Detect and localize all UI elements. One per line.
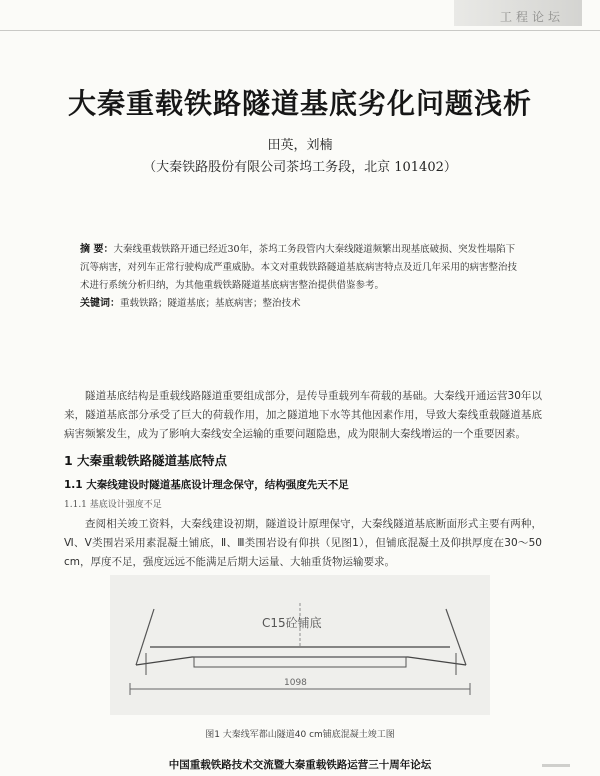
paper-title: 大秦重载铁路隧道基底劣化问题浅析 bbox=[67, 87, 532, 120]
keywords-line bbox=[80, 295, 520, 313]
figure-dimension-label: 1098 bbox=[284, 678, 307, 688]
figure-annotation: C15砼铺底 bbox=[262, 616, 322, 630]
keywords-label: 关键词： bbox=[80, 298, 120, 309]
intro-paragraph: 隧道基底结构是重载线路隧道重要组成部分，是传导重载列车荷载的基础。大秦线开通运营30年以来，隧道基底部分承受了巨大的荷载作用，加之隧道地下水等其他因素作用，导致大秦线重载隧道基底病害频繁发生，成为了影响大秦线安全运输的重要问题隐患，成为限制大秦线增运的一个重要因素。 bbox=[64, 390, 542, 440]
section-1-heading: 1 大秦重载铁路隧道基底特点 bbox=[64, 453, 228, 468]
abstract-block bbox=[80, 241, 520, 313]
figure-1-caption: 图1 大秦线军都山隧道40 cm铺底混凝土竣工图 bbox=[205, 730, 395, 740]
abstract-label: 摘 要： bbox=[80, 244, 114, 255]
paper-affiliation: （大秦铁路股份有限公司茶坞工务段，北京 101402） bbox=[143, 160, 457, 175]
header-rule bbox=[0, 30, 600, 31]
paper-authors: 田英，刘楠 bbox=[267, 138, 333, 153]
header-corner-label: 工程论坛 bbox=[499, 10, 564, 24]
abstract-paragraph bbox=[80, 241, 520, 295]
footer-conference-title: 中国重载铁路技术交流暨大秦重载铁路运营三十周年论坛 bbox=[168, 759, 432, 771]
figure-1-svg bbox=[110, 575, 490, 715]
section-1-1-1-paragraph: 查阅相关竣工资料，大秦线建设初期，隧道设计原理保守，大秦线隧道基底断面形式主要有两种，Ⅵ、Ⅴ类围岩采用素混凝土铺底，Ⅱ、Ⅲ类围岩设有仰拱（见图1），但铺底混凝土及仰拱厚度在30～50 cm，厚度不足，强度远远不能满足后期大运量、大轴重货物运输要求。 bbox=[64, 518, 542, 568]
page-corner-mark bbox=[542, 764, 570, 767]
keywords-text: 重载铁路；隧道基底；基底病害；整治技术 bbox=[120, 298, 301, 309]
section-1-1-heading: 1.1 大秦线建设时隧道基底设计理念保守，结构强度先天不足 bbox=[64, 479, 349, 491]
figure-1-drawing bbox=[110, 575, 490, 715]
section-1-1-1-heading: 1.1.1 基底设计强度不足 bbox=[64, 500, 162, 510]
abstract-text: 大秦线重载铁路开通已经近30年，茶坞工务段管内大秦线隧道频繁出现基底破损、突发性塌陷下沉等病害，对列车正常行驶构成严重威胁。本文对重载铁路隧道基底病害特点及近几年采用的病害整治技术进行系统分析归纳，为其他重载铁路隧道基底病害整治提供借鉴参考。 bbox=[80, 244, 518, 291]
